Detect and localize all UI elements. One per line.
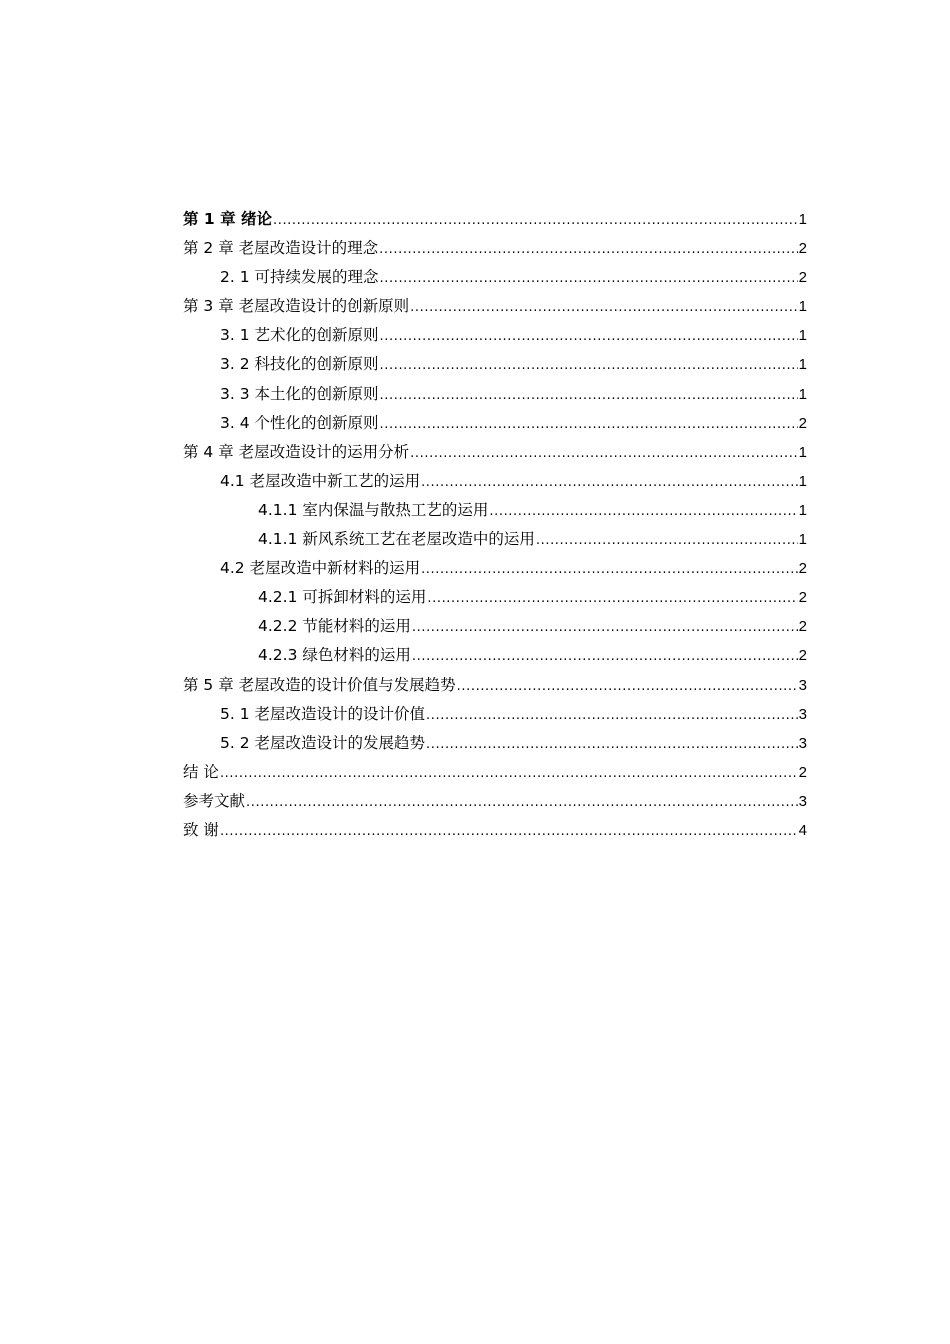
toc-entry-section-4-1[interactable] [183,469,807,498]
toc-dot-leader [412,620,798,635]
toc-entry-subsection-4-2-1[interactable] [183,585,807,614]
toc-entry-label: 参考文献 [183,791,246,810]
toc-dot-leader [412,649,798,664]
toc-entry-section-5-1[interactable] [183,702,807,731]
toc-entry-chapter-5[interactable] [183,673,807,702]
toc-dot-leader [380,271,798,286]
toc-page-number: 3 [798,792,807,810]
toc-dot-leader [380,358,798,373]
toc-entry-subsection-4-2-3[interactable] [183,643,807,672]
toc-entry-label: 3. 1 艺术化的创新原则 [220,326,379,345]
toc-page-number: 1 [798,356,807,374]
toc-dot-leader [426,708,798,723]
toc-entry-label: 4.1.1 室内保温与散热工艺的运用 [258,500,489,519]
toc-page-number: 3 [798,676,807,694]
toc-page-number: 3 [798,734,807,752]
table-of-contents [183,207,807,847]
toc-page-number: 2 [798,414,807,432]
toc-dot-leader [380,388,798,403]
toc-dot-leader [273,213,798,228]
toc-entry-section-2-1[interactable] [183,265,807,294]
toc-page-number: 2 [798,618,807,636]
toc-dot-leader [380,329,798,344]
toc-entry-label: 结 论 [183,762,219,781]
toc-dot-leader [410,300,798,315]
toc-entry-section-3-1[interactable] [183,323,807,352]
toc-entry-label: 3. 3 本土化的创新原则 [220,384,379,403]
toc-entry-acknowledgements[interactable] [183,818,807,847]
toc-entry-label: 4.2 老屋改造中新材料的运用 [220,559,421,578]
toc-entry-subsection-4-1-1a[interactable] [183,498,807,527]
toc-entry-subsection-4-1-1b[interactable] [183,527,807,556]
toc-page-number: 2 [798,560,807,578]
toc-entry-label: 3. 4 个性化的创新原则 [220,413,379,432]
toc-entry-chapter-1[interactable] [183,207,807,236]
toc-entry-section-3-2[interactable] [183,352,807,381]
toc-entry-subsection-4-2-2[interactable] [183,614,807,643]
toc-entry-conclusion[interactable] [183,760,807,789]
toc-entry-section-5-2[interactable] [183,731,807,760]
toc-entry-label: 第 3 章 老屋改造设计的创新原则 [183,297,410,316]
toc-page-number: 3 [798,705,807,723]
toc-page-number: 1 [798,211,807,228]
toc-dot-leader [457,679,798,694]
toc-dot-leader [426,737,798,752]
toc-page-number: 1 [798,501,807,519]
toc-entry-chapter-4[interactable] [183,440,807,469]
toc-page-number: 1 [798,385,807,403]
toc-entry-label: 5. 1 老屋改造设计的设计价值 [220,704,426,723]
toc-page-number: 2 [798,763,807,781]
toc-entry-label: 2. 1 可持续发展的理念 [220,268,379,287]
toc-entry-label: 4.2.1 可拆卸材料的运用 [258,588,427,607]
toc-dot-leader [427,591,797,606]
toc-entry-section-3-3[interactable] [183,382,807,411]
toc-page-number: 1 [798,443,807,461]
toc-entry-label: 3. 2 科技化的创新原则 [220,355,379,374]
toc-entry-label: 第 5 章 老屋改造的设计价值与发展趋势 [183,675,456,694]
toc-dot-leader [220,766,798,781]
toc-dot-leader [536,533,798,548]
toc-entry-label: 第 1 章 绪论 [183,210,272,228]
toc-entry-label: 5. 2 老屋改造设计的发展趋势 [220,733,426,752]
toc-entry-label: 4.2.3 绿色材料的运用 [258,646,411,665]
toc-dot-leader [489,504,797,519]
toc-page-number: 2 [798,589,807,607]
toc-entry-label: 4.1.1 新风系统工艺在老屋改造中的运用 [258,530,535,549]
toc-entry-section-3-4[interactable] [183,411,807,440]
toc-page-number: 2 [798,269,807,287]
toc-entry-label: 致 谢 [183,820,219,839]
toc-page-number: 1 [798,472,807,490]
toc-entry-chapter-3[interactable] [183,294,807,323]
toc-dot-leader [220,824,798,839]
toc-entry-label: 第 4 章 老屋改造设计的运用分析 [183,442,410,461]
toc-dot-leader [246,795,798,810]
toc-entry-section-4-2[interactable] [183,556,807,585]
toc-page-number: 2 [798,240,807,258]
toc-entry-references[interactable] [183,789,807,818]
toc-page-number: 1 [798,298,807,316]
toc-entry-label: 第 2 章 老屋改造设计的理念 [183,239,379,258]
toc-entry-label: 4.1 老屋改造中新工艺的运用 [220,471,421,490]
toc-page-number: 1 [798,327,807,345]
toc-entry-chapter-2[interactable] [183,236,807,265]
toc-entry-label: 4.2.2 节能材料的运用 [258,617,411,636]
toc-page-number: 1 [798,531,807,549]
toc-dot-leader [379,242,798,257]
toc-page-number: 2 [798,647,807,665]
toc-dot-leader [421,475,798,490]
toc-page-number: 4 [798,821,807,839]
toc-dot-leader [410,446,798,461]
toc-dot-leader [380,417,798,432]
toc-dot-leader [421,562,798,577]
